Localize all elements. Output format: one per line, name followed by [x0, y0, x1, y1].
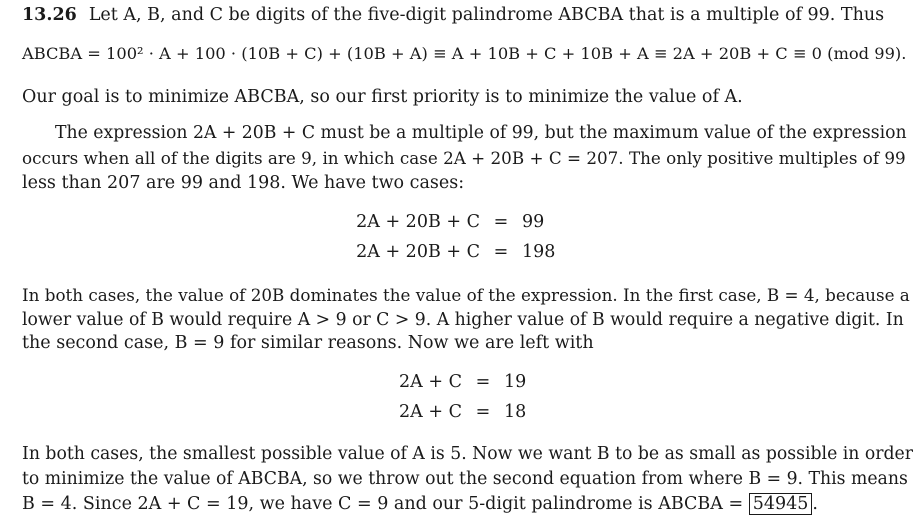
equation-rhs: 18 — [504, 402, 527, 422]
paragraph-3-line-1: In both cases, the value of 20B dominates the value of the expression. In the first case, B = 4, because a — [22, 285, 910, 305]
paragraph-2-line-1: The expression 2A + 20B + C must be a multiple of 99, but the maximum value of the expression — [55, 123, 907, 143]
equation-rhs: 198 — [522, 242, 556, 262]
paragraph-4-line-3 — [22, 493, 818, 515]
equation-operator: = — [493, 242, 509, 262]
equation-lhs: 2A + C — [399, 402, 462, 422]
problem-text: Let A, B, and C be digits of the five-digit palindrome ABCBA that is a multiple of 99. Thus — [88, 5, 885, 25]
equation-lhs: 2A + C — [399, 372, 462, 392]
equation-case-2 — [330, 241, 555, 263]
equation-rhs: 19 — [504, 372, 527, 392]
problem-statement-line-1 — [22, 4, 884, 26]
equation-lhs: 2A + 20B + C — [356, 242, 480, 262]
problem-number: 13.26 — [22, 5, 77, 25]
equation-lhs: 2A + 20B + C — [356, 212, 480, 232]
boxed-answer: 54945 — [749, 493, 813, 515]
conclusion-text: B = 4. Since 2A + C = 19, we have C = 9 and our 5-digit palindrome is ABCBA = — [22, 494, 749, 514]
paragraph-2-line-3: less than 207 are 99 and 198. We have two cases: — [22, 173, 465, 193]
equation-rhs: 99 — [522, 212, 545, 232]
equation-operator: = — [493, 212, 509, 232]
paragraph-3-line-2: lower value of B would require A > 9 or C > 9. A higher value of B would require a negative digit. In — [22, 310, 904, 330]
equation-case-1 — [330, 211, 544, 233]
conclusion-period: . — [812, 494, 818, 514]
paragraph-2-line-2: occurs when all of the digits are 9, in which case 2A + 20B + C = 207. The only positive multiples of 99 — [22, 148, 906, 168]
equation-reduced-2 — [380, 401, 526, 423]
paragraph-4-line-1: In both cases, the smallest possible value of A is 5. Now we want B to be as small as possible in order — [22, 444, 914, 464]
paragraph-4-line-2: to minimize the value of ABCBA, so we throw out the second equation from where B = 9. This means — [22, 469, 908, 489]
paragraph-3-line-3: the second case, B = 9 for similar reasons. Now we are left with — [22, 333, 594, 353]
congruence-line: ABCBA = 100² · A + 100 · (10B + C) + (10B + A) ≡ A + 10B + C + 10B + A ≡ 2A + 20B + C ≡ 0 (mod 99). — [22, 44, 907, 63]
equation-operator: = — [475, 402, 491, 422]
equation-reduced-1 — [380, 371, 526, 393]
equation-operator: = — [475, 372, 491, 392]
paragraph-goal: Our goal is to minimize ABCBA, so our first priority is to minimize the value of A. — [22, 87, 743, 107]
